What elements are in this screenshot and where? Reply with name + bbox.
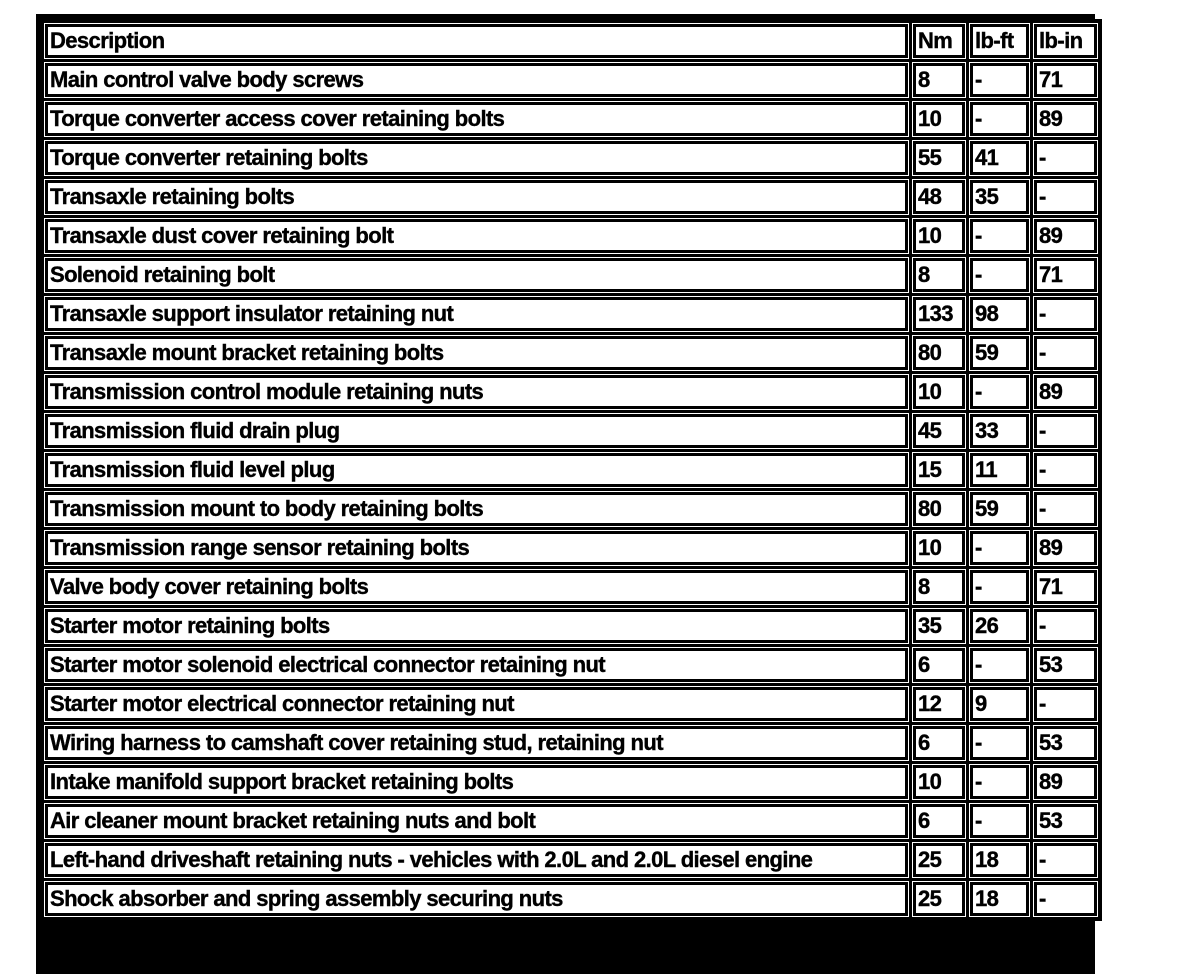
cell-lbin: - xyxy=(1034,336,1097,370)
cell-description: Starter motor solenoid electrical connector retaining nut xyxy=(45,648,908,682)
cell-description: Transmission mount to body retaining bolts xyxy=(45,492,908,526)
cell-lbft: 11 xyxy=(970,453,1029,487)
torque-specification-table xyxy=(40,19,1102,921)
table-row xyxy=(45,141,1097,175)
cell-description: Transaxle support insulator retaining nut xyxy=(45,297,908,331)
table-row xyxy=(45,453,1097,487)
cell-description: Transaxle dust cover retaining bolt xyxy=(45,219,908,253)
table-row xyxy=(45,63,1097,97)
cell-lbft: 18 xyxy=(970,843,1029,877)
cell-lbin: 89 xyxy=(1034,375,1097,409)
table-row xyxy=(45,219,1097,253)
table-row xyxy=(45,102,1097,136)
table-row xyxy=(45,531,1097,565)
cell-lbin: 89 xyxy=(1034,219,1097,253)
cell-lbft: 33 xyxy=(970,414,1029,448)
cell-description: Transmission control module retaining nuts xyxy=(45,375,908,409)
cell-description: Transmission range sensor retaining bolts xyxy=(45,531,908,565)
cell-lbin: 53 xyxy=(1034,648,1097,682)
cell-nm: 55 xyxy=(913,141,965,175)
cell-lbft: - xyxy=(970,531,1029,565)
cell-description: Transmission fluid drain plug xyxy=(45,414,908,448)
cell-lbin: - xyxy=(1034,687,1097,721)
cell-nm: 10 xyxy=(913,765,965,799)
table-row xyxy=(45,648,1097,682)
cell-description: Valve body cover retaining bolts xyxy=(45,570,908,604)
cell-nm: 8 xyxy=(913,570,965,604)
cell-description: Starter motor electrical connector retaining nut xyxy=(45,687,908,721)
cell-description: Transmission fluid level plug xyxy=(45,453,908,487)
cell-nm: 48 xyxy=(913,180,965,214)
cell-description: Wiring harness to camshaft cover retaining stud, retaining nut xyxy=(45,726,908,760)
cell-description: Left-hand driveshaft retaining nuts - vehicles with 2.0L and 2.0L diesel engine xyxy=(45,843,908,877)
cell-lbin: - xyxy=(1034,882,1097,916)
cell-description: Shock absorber and spring assembly securing nuts xyxy=(45,882,908,916)
cell-nm: 45 xyxy=(913,414,965,448)
cell-lbin: - xyxy=(1034,843,1097,877)
cell-lbft: 41 xyxy=(970,141,1029,175)
cell-lbin: 71 xyxy=(1034,258,1097,292)
cell-nm: 25 xyxy=(913,882,965,916)
table-row xyxy=(45,492,1097,526)
cell-lbin: - xyxy=(1034,141,1097,175)
table-body xyxy=(45,24,1097,916)
table-row xyxy=(45,804,1097,838)
cell-lbin: - xyxy=(1034,414,1097,448)
cell-lbft: - xyxy=(970,102,1029,136)
table-row xyxy=(45,258,1097,292)
cell-nm: 8 xyxy=(913,63,965,97)
cell-description: Transaxle mount bracket retaining bolts xyxy=(45,336,908,370)
cell-lbin: 89 xyxy=(1034,765,1097,799)
cell-lbft: - xyxy=(970,570,1029,604)
cell-nm: 10 xyxy=(913,219,965,253)
cell-nm: 10 xyxy=(913,375,965,409)
cell-lbft: 18 xyxy=(970,882,1029,916)
cell-description: Intake manifold support bracket retaining bolts xyxy=(45,765,908,799)
cell-lbin: 89 xyxy=(1034,531,1097,565)
cell-lbft: 9 xyxy=(970,687,1029,721)
cell-nm: 8 xyxy=(913,258,965,292)
table-row xyxy=(45,414,1097,448)
cell-lbft: - xyxy=(970,375,1029,409)
cell-lbin: - xyxy=(1034,453,1097,487)
cell-lbft: - xyxy=(970,258,1029,292)
table-row xyxy=(45,375,1097,409)
table-row xyxy=(45,336,1097,370)
cell-lbin: 53 xyxy=(1034,726,1097,760)
table-row xyxy=(45,297,1097,331)
cell-description: Starter motor retaining bolts xyxy=(45,609,908,643)
cell-lbft: - xyxy=(970,726,1029,760)
table-row xyxy=(45,570,1097,604)
cell-lbft: - xyxy=(970,219,1029,253)
header-lbin: lb-in xyxy=(1034,24,1097,58)
header-nm: Nm xyxy=(913,24,965,58)
cell-description: Air cleaner mount bracket retaining nuts and bolt xyxy=(45,804,908,838)
table-row xyxy=(45,609,1097,643)
cell-lbft: - xyxy=(970,63,1029,97)
cell-lbft: 98 xyxy=(970,297,1029,331)
cell-nm: 6 xyxy=(913,648,965,682)
cell-lbin: 71 xyxy=(1034,570,1097,604)
cell-lbin: 71 xyxy=(1034,63,1097,97)
table-row xyxy=(45,687,1097,721)
cell-lbft: 59 xyxy=(970,492,1029,526)
cell-lbin: - xyxy=(1034,609,1097,643)
cell-description: Solenoid retaining bolt xyxy=(45,258,908,292)
cell-description: Main control valve body screws xyxy=(45,63,908,97)
cell-nm: 15 xyxy=(913,453,965,487)
cell-lbft: 26 xyxy=(970,609,1029,643)
cell-lbft: 35 xyxy=(970,180,1029,214)
cell-description: Torque converter access cover retaining bolts xyxy=(45,102,908,136)
cell-lbin: - xyxy=(1034,297,1097,331)
cell-nm: 6 xyxy=(913,726,965,760)
cell-nm: 10 xyxy=(913,531,965,565)
cell-nm: 133 xyxy=(913,297,965,331)
cell-nm: 25 xyxy=(913,843,965,877)
table-row xyxy=(45,882,1097,916)
cell-nm: 12 xyxy=(913,687,965,721)
cell-nm: 10 xyxy=(913,102,965,136)
cell-lbft: - xyxy=(970,648,1029,682)
table-row xyxy=(45,843,1097,877)
cell-description: Transaxle retaining bolts xyxy=(45,180,908,214)
table-header-row xyxy=(45,24,1097,58)
cell-nm: 80 xyxy=(913,336,965,370)
cell-lbft: - xyxy=(970,765,1029,799)
table-row xyxy=(45,726,1097,760)
header-description: Description xyxy=(45,24,908,58)
cell-lbin: - xyxy=(1034,180,1097,214)
table-row xyxy=(45,765,1097,799)
cell-description: Torque converter retaining bolts xyxy=(45,141,908,175)
cell-nm: 6 xyxy=(913,804,965,838)
cell-lbft: 59 xyxy=(970,336,1029,370)
cell-nm: 80 xyxy=(913,492,965,526)
table-row xyxy=(45,180,1097,214)
cell-lbin: 53 xyxy=(1034,804,1097,838)
header-lbft: lb-ft xyxy=(970,24,1029,58)
cell-lbin: - xyxy=(1034,492,1097,526)
cell-lbft: - xyxy=(970,804,1029,838)
cell-nm: 35 xyxy=(913,609,965,643)
cell-lbin: 89 xyxy=(1034,102,1097,136)
